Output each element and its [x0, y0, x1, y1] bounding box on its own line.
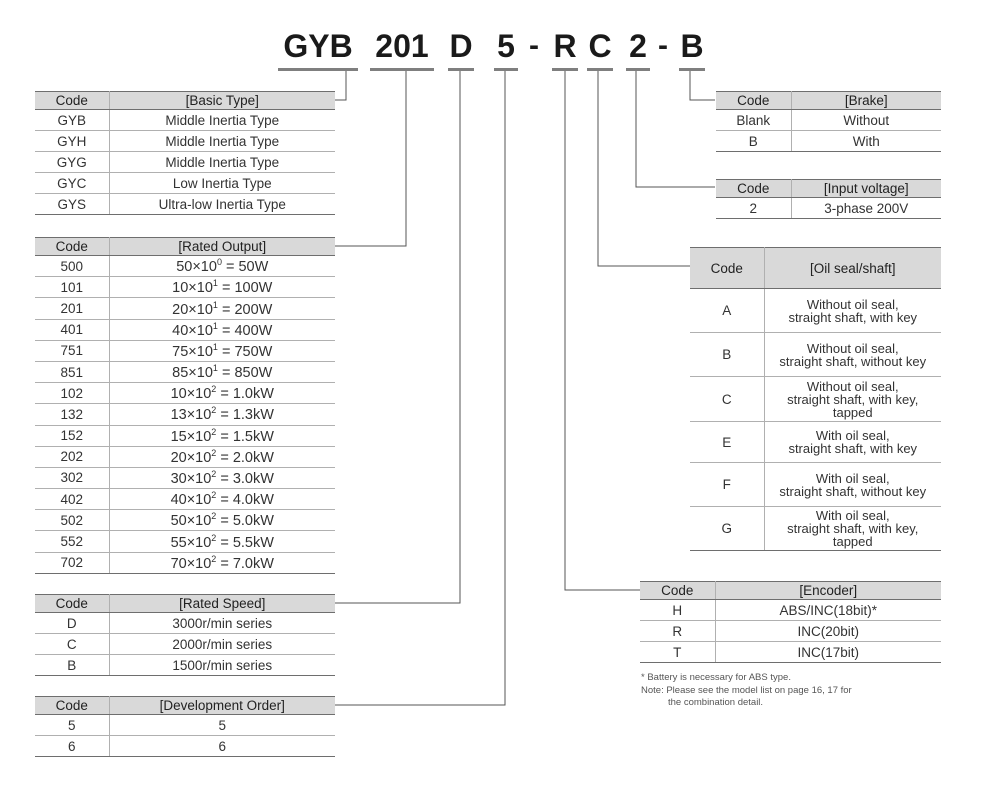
code-cell: 552: [35, 531, 109, 552]
table-row: [690, 289, 941, 333]
table-header: [640, 582, 941, 600]
value-cell: $40\times 10^1 = 400W$: [109, 319, 335, 340]
value-cell: $50\times 10^2 = 5.0kW$: [109, 510, 335, 531]
desc-cell: With oil seal, straight shaft, without key: [764, 463, 941, 507]
desc-cell: With oil seal, straight shaft, with key, tapped: [764, 507, 941, 551]
desc-cell: With oil seal, straight shaft, with key: [764, 422, 941, 463]
code-cell: T: [640, 642, 715, 663]
connector-rated-speed: [334, 71, 460, 603]
value-cell: $20\times 10^2 = 2.0kW$: [109, 446, 335, 467]
input-voltage-table: [716, 179, 941, 219]
table-title: [Rated Output]: [109, 238, 335, 256]
desc-cell: Without oil seal, straight shaft, with key: [764, 289, 941, 333]
desc-cell: ABS/INC(18bit)*: [715, 600, 941, 621]
model-part-brake: B: [680, 28, 704, 64]
code-cell: 702: [35, 552, 109, 573]
table-title: [Brake]: [791, 92, 941, 110]
table-title: [Basic Type]: [109, 92, 335, 110]
table-row: [35, 277, 335, 298]
model-separator: -: [658, 29, 668, 62]
table-row: [35, 131, 335, 152]
table-row: [640, 621, 941, 642]
code-header: Code: [35, 595, 109, 613]
encoder-table: [640, 581, 941, 663]
desc-cell: 1500r/min series: [109, 655, 335, 676]
code-header: Code: [35, 92, 109, 110]
model-separator: -: [529, 29, 539, 62]
table-row: [35, 298, 335, 319]
code-cell: E: [690, 422, 764, 463]
desc-cell: Middle Inertia Type: [109, 131, 335, 152]
table-row: [640, 642, 941, 663]
code-cell: 202: [35, 446, 109, 467]
code-header: Code: [716, 180, 791, 198]
table-row: [35, 383, 335, 404]
table-row: [35, 194, 335, 215]
connector-input-voltage: [636, 71, 715, 187]
value-cell: $50\times 10^0 = 50W$: [109, 256, 335, 277]
table-row: [690, 422, 941, 463]
code-header: Code: [35, 697, 109, 715]
table-row: [716, 131, 941, 152]
model-part-oil-seal: C: [588, 28, 612, 64]
table-header: [716, 92, 941, 110]
code-cell: GYS: [35, 194, 109, 215]
connector-oil-seal: [598, 71, 690, 266]
table-row: [35, 319, 335, 340]
code-cell: 201: [35, 298, 109, 319]
table-row: [35, 446, 335, 467]
connector-brake: [690, 71, 715, 100]
basic-type-table: [35, 91, 335, 215]
table-header: [716, 180, 941, 198]
connector-rated-output: [334, 71, 406, 246]
desc-cell: 3-phase 200V: [791, 198, 941, 219]
oil-seal-table: [690, 247, 941, 551]
desc-cell: Low Inertia Type: [109, 173, 335, 194]
code-cell: C: [690, 377, 764, 422]
value-cell: $20\times 10^1 = 200W$: [109, 298, 335, 319]
rated-output-table: [35, 237, 335, 574]
table-row: [35, 340, 335, 361]
table-row: [35, 655, 335, 676]
model-part-input-voltage: 2: [629, 28, 647, 64]
value-cell: $13\times 10^2 = 1.3kW$: [109, 404, 335, 425]
desc-cell: 3000r/min series: [109, 613, 335, 634]
model-part-rated-output: 201: [375, 28, 429, 64]
table-row: [690, 463, 941, 507]
desc-cell: 2000r/min series: [109, 634, 335, 655]
code-header: Code: [690, 248, 764, 289]
table-row: [35, 173, 335, 194]
table-header: [35, 92, 335, 110]
value-cell: $70\times 10^2 = 7.0kW$: [109, 552, 335, 573]
model-part-basic-type: GYB: [283, 28, 353, 64]
table-header: [35, 697, 335, 715]
code-cell: GYH: [35, 131, 109, 152]
table-title: [Rated Speed]: [109, 595, 335, 613]
code-cell: Blank: [716, 110, 791, 131]
connector-encoder: [565, 71, 640, 590]
model-part-rated-speed: D: [449, 28, 473, 64]
table-title: [Input voltage]: [791, 180, 941, 198]
desc-cell: INC(17bit): [715, 642, 941, 663]
combination-note-line1: Note: Please see the model list on page 16, 17 for: [641, 685, 852, 696]
table-row: [35, 256, 335, 277]
code-cell: B: [35, 655, 109, 676]
desc-cell: Without oil seal, straight shaft, with key, tapped: [764, 377, 941, 422]
code-cell: 5: [35, 715, 109, 736]
code-cell: 101: [35, 277, 109, 298]
code-cell: B: [716, 131, 791, 152]
code-cell: GYB: [35, 110, 109, 131]
desc-cell: With: [791, 131, 941, 152]
code-cell: 401: [35, 319, 109, 340]
code-cell: D: [35, 613, 109, 634]
table-title: [Oil seal/shaft]: [764, 248, 941, 289]
table-row: [35, 489, 335, 510]
table-header: [690, 248, 941, 289]
code-cell: A: [690, 289, 764, 333]
table-header: [35, 238, 335, 256]
table-row: [690, 333, 941, 377]
value-cell: $10\times 10^1 = 100W$: [109, 277, 335, 298]
table-title: [Development Order]: [109, 697, 335, 715]
table-row: [35, 552, 335, 573]
code-cell: R: [640, 621, 715, 642]
table-row: [35, 634, 335, 655]
code-cell: 302: [35, 467, 109, 488]
code-cell: 152: [35, 425, 109, 446]
connector-basic-type: [334, 71, 346, 100]
desc-cell: Without oil seal, straight shaft, without key: [764, 333, 941, 377]
table-row: [35, 467, 335, 488]
desc-cell: Without: [791, 110, 941, 131]
desc-cell: 6: [109, 736, 335, 757]
connector-development-order: [334, 71, 505, 705]
value-cell: $40\times 10^2 = 4.0kW$: [109, 489, 335, 510]
combination-note-line2: the combination detail.: [668, 697, 764, 708]
code-header: Code: [35, 238, 109, 256]
table-row: [35, 152, 335, 173]
table-row: [35, 425, 335, 446]
model-part-encoder: R: [553, 28, 577, 64]
code-cell: 132: [35, 404, 109, 425]
code-cell: G: [690, 507, 764, 551]
code-cell: 502: [35, 510, 109, 531]
table-row: [640, 600, 941, 621]
table-row: [35, 736, 335, 757]
table-row: [35, 531, 335, 552]
table-row: [716, 198, 941, 219]
model-part-development-order: 5: [497, 28, 515, 64]
desc-cell: 5: [109, 715, 335, 736]
desc-cell: INC(20bit): [715, 621, 941, 642]
desc-cell: Middle Inertia Type: [109, 152, 335, 173]
value-cell: $85\times 10^1 = 850W$: [109, 361, 335, 382]
value-cell: $30\times 10^2 = 3.0kW$: [109, 467, 335, 488]
code-header: Code: [716, 92, 791, 110]
code-cell: 500: [35, 256, 109, 277]
value-cell: $55\times 10^2 = 5.5kW$: [109, 531, 335, 552]
value-cell: $15\times 10^2 = 1.5kW$: [109, 425, 335, 446]
code-cell: 6: [35, 736, 109, 757]
desc-cell: Middle Inertia Type: [109, 110, 335, 131]
desc-cell: Ultra-low Inertia Type: [109, 194, 335, 215]
code-cell: 851: [35, 361, 109, 382]
code-cell: 102: [35, 383, 109, 404]
table-row: [35, 110, 335, 131]
rated-speed-table: [35, 594, 335, 676]
table-row: [35, 510, 335, 531]
value-cell: $75\times 10^1 = 750W$: [109, 340, 335, 361]
table-row: [716, 110, 941, 131]
code-cell: 2: [716, 198, 791, 219]
code-cell: 751: [35, 340, 109, 361]
table-row: [690, 377, 941, 422]
table-row: [35, 404, 335, 425]
table-title: [Encoder]: [715, 582, 941, 600]
code-cell: C: [35, 634, 109, 655]
table-row: [35, 613, 335, 634]
code-cell: GYG: [35, 152, 109, 173]
battery-note: * Battery is necessary for ABS type.: [641, 672, 791, 683]
value-cell: $10\times 10^2 = 1.0kW$: [109, 383, 335, 404]
code-cell: H: [640, 600, 715, 621]
code-cell: B: [690, 333, 764, 377]
brake-table: [716, 91, 941, 152]
code-cell: 402: [35, 489, 109, 510]
code-header: Code: [640, 582, 715, 600]
table-row: [35, 361, 335, 382]
table-row: [35, 715, 335, 736]
code-cell: F: [690, 463, 764, 507]
table-row: [690, 507, 941, 551]
table-header: [35, 595, 335, 613]
code-cell: GYC: [35, 173, 109, 194]
development-order-table: [35, 696, 335, 757]
